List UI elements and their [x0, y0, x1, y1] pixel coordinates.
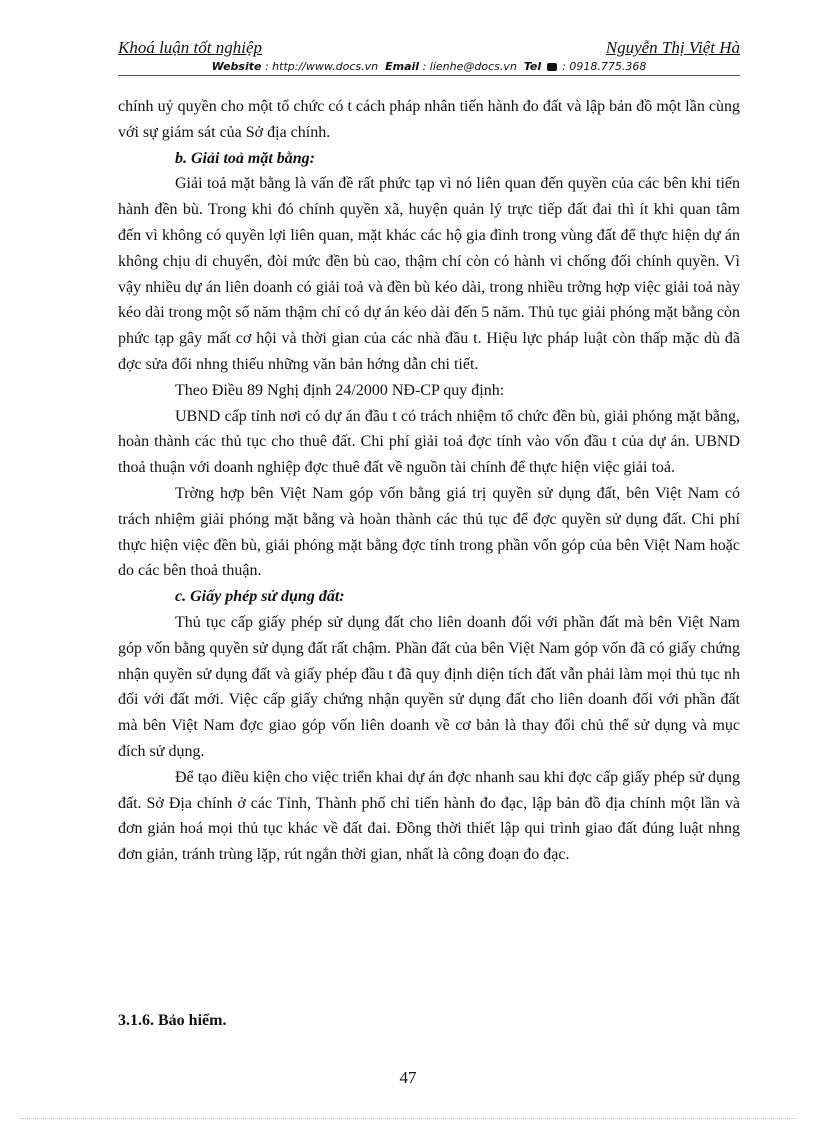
- page-number: 47: [399, 1068, 417, 1087]
- tel-label: Tel: [523, 60, 542, 73]
- website-label: Website: [211, 60, 262, 73]
- header-author-name: Nguyễn Thị Việt Hà: [605, 38, 740, 57]
- header-contact-line: [118, 60, 740, 73]
- email-label: Email: [385, 60, 420, 73]
- paragraph: chính uỷ quyền cho một tổ chức có t cách pháp nhân tiến hành đo đất và lập bản đồ một lần cùng với sự giám sát của Sở địa chính.: [118, 98, 740, 141]
- page-bottom-border: [20, 1118, 796, 1119]
- paragraph: Trờng hợp bên Việt Nam góp vốn bằng giá trị quyền sử dụng đất, bên Việt Nam có trách nhiệm giải phóng mặt bằng và hoàn thành các thủ tục để đợc quyền sử dụng đất. Chi phí thực hiện việc đền bù, giải phóng mặt bằng đợc tính trong phần vốn góp của bên Việt Nam hoặc do các bên thoả thuận.: [118, 484, 740, 580]
- tel-value: : 0918.775.368: [562, 60, 647, 73]
- paragraph: Theo Điều 89 Nghị định 24/2000 NĐ-CP quy định:: [175, 381, 505, 399]
- page-header: [118, 38, 740, 60]
- subsection-heading: 3.1.6. Bảo hiểm.: [118, 1012, 227, 1029]
- section-heading-c: c. Giấy phép sử dụng đất:: [175, 588, 345, 606]
- paragraph: Để tạo điều kiện cho việc triển khai dự án đợc nhanh sau khi đợc cấp giấy phép sử dụng đất. Sở Địa chính ở các Tỉnh, Thành phố chỉ tiến hành đo đạc, lập bản đồ địa chính một lần và đơn giản hoá mọi thủ tục khác về đất đai. Đồng thời thiết lập qui trình giao đất đúng luật nhng đơn giản, tránh trùng lặp, rút ngắn thời gian, nhất là công đoạn đo đạc.: [118, 768, 740, 864]
- header-thesis-title: Khoá luận tốt nghiệp: [118, 38, 263, 57]
- phone-icon: [547, 63, 557, 71]
- section-heading-b: b. Giải toả mặt bằng:: [175, 149, 316, 167]
- body-text: [118, 94, 740, 868]
- website-value: : http://www.docs.vn: [264, 60, 379, 73]
- paragraph: UBND cấp tỉnh nơi có dự án đầu t có trách nhiệm tổ chức đền bù, giải phóng mặt bằng, hoàn thành các thủ tục cho thuê đất. Chi phí giải toả đợc tính vào vốn đầu t của dự án. UBND thoả thuận với doanh nghiệp đợc thuê đất về nguồn tài chính để thực hiện việc giải toả.: [118, 407, 740, 477]
- paragraph: Thủ tục cấp giấy phép sử dụng đất cho liên doanh đối với phần đất mà bên Việt Nam góp vốn bằng quyền sử dụng đất rất chậm. Phần đất của bên Việt Nam góp vốn đã có giấy chứng nhận quyền sử dụng đất và giấy phép đầu t đã quy định diện tích đất vẫn phải làm mọi thủ tục nh đối với đất mới. Việc cấp giấy chứng nhận quyền sử dụng đất cho liên doanh đối với phần đất mà bên Việt Nam đợc giao góp vốn liên doanh về cơ bản là thay đổi chủ thể sử dụng và mục đích sử dụng.: [118, 613, 740, 760]
- email-value: : lienhe@docs.vn: [422, 60, 517, 73]
- paragraph: Giải toả mặt bằng là vấn đề rất phức tạp vì nó liên quan đến quyền của các bên khi tiến hành đền bù. Trong khi đó chính quyền xã, huyện quản lý trực tiếp đất đai thì ít khi quan tâm đến vì không có quyền lợi liên quan, mặt khác các hộ gia đình trong vùng đất để thực hiện dự án không chịu di chuyển, đòi mức đền bù cao, thậm chí còn có hành vi chống đối chính quyền. Vì vậy nhiều dự án liên doanh có giải toả và đền bù kéo dài, trong nhiều trờng hợp việc giải toả này kéo dài trong một số năm thậm chí có dự án kéo dài đến 5 năm. Thủ tục giải phóng mặt bằng còn phức tạp gây mất cơ hội và thời gian của các nhà đầu t. Hiệu lực pháp luật còn thấp mặc dù đã đợc sửa đổi nhng thiếu những văn bản hớng dẫn chi tiết.: [118, 175, 741, 373]
- header-divider: [118, 75, 740, 76]
